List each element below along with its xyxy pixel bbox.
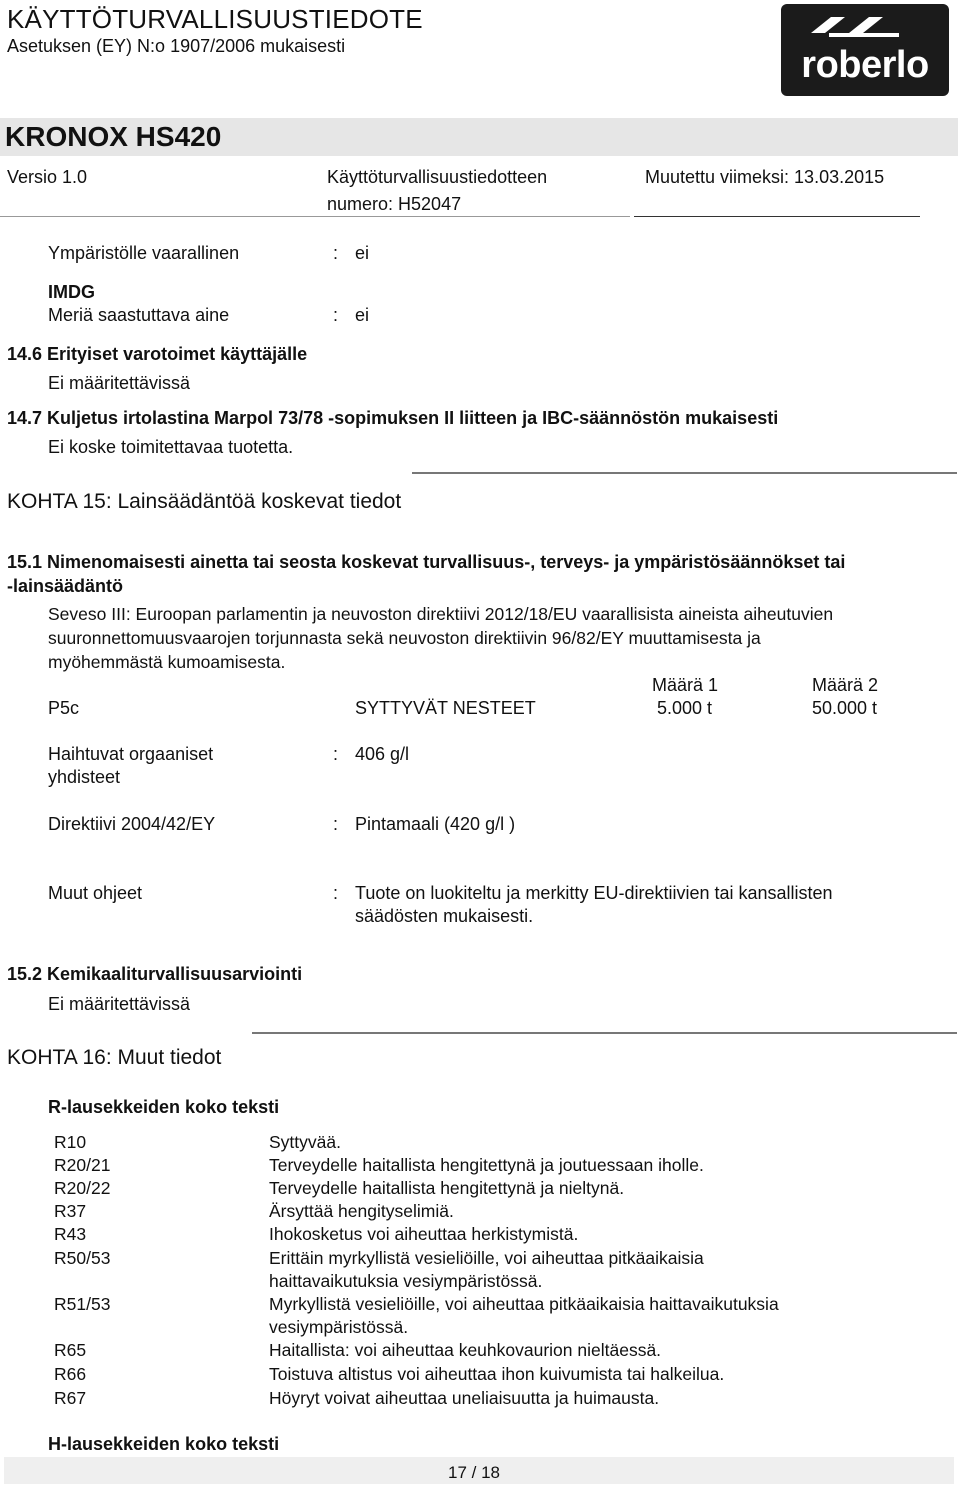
document-subtitle: Asetuksen (EY) N:o 1907/2006 mukaisesti	[7, 36, 346, 56]
marine-pollutant-label: Meriä saastuttava aine	[48, 305, 230, 325]
r-phrase-text: Ihokosketus voi aiheuttaa herkistymistä.	[269, 1224, 579, 1244]
product-name: KRONOX HS420	[5, 121, 222, 152]
r-phrase-text: Syttyvää.	[269, 1132, 341, 1152]
r-phrase-text: Erittäin myrkyllistä vesieliöille, voi aiheuttaa pitkäaikaisia	[269, 1248, 704, 1268]
r-phrase-code: R50/53	[54, 1248, 111, 1268]
r-phrase-code: R66	[54, 1364, 87, 1384]
seveso-category-name: SYTTYVÄT NESTEET	[355, 698, 536, 718]
r-phrase-text: Ärsyttää hengityselimiä.	[269, 1201, 454, 1221]
quantity-2-header: Määrä 2	[812, 675, 879, 695]
subsection-15-2-title: 15.2 Kemikaaliturvallisuusarviointi	[7, 964, 303, 984]
voc-label-line2: yhdisteet	[48, 767, 121, 787]
r-phrase-code: R43	[54, 1224, 87, 1244]
subsection-15-1-title-line1: 15.1 Nimenomaisesti ainetta tai seosta koskevat turvallisuus-, terveys- ja ympäristösäännökset tai	[7, 552, 846, 572]
r-phrase-text: Haitallista: voi aiheuttaa keuhkovaurion nieltäessä.	[269, 1340, 662, 1360]
colon: :	[333, 883, 339, 903]
subsection-14-7-title: 14.7 Kuljetus irtolastina Marpol 73/78 -sopimuksen II liitteen ja IBC-säännöstön mukaisesti	[7, 408, 779, 428]
r-phrase-text-continued: vesiympäristössä.	[269, 1317, 409, 1337]
version-label: Versio 1.0	[7, 167, 88, 187]
r-phrases-heading: R-lausekkeiden koko teksti	[48, 1097, 280, 1117]
r-phrase-code: R37	[54, 1201, 87, 1221]
seveso-text-line2: suuronnettomuusvaarojen torjunnasta sekä neuvoston direktiivin 96/82/EY muuttamisesta ja	[48, 628, 761, 648]
r-phrase-code: R67	[54, 1388, 87, 1408]
r-phrase-code: R65	[54, 1340, 87, 1360]
colon: :	[333, 305, 339, 325]
colon: :	[333, 744, 339, 764]
section-16-title: KOHTA 16: Muut tiedot	[7, 1046, 222, 1069]
other-instructions-line1: Tuote on luokiteltu ja merkitty EU-direktiivien tai kansallisten	[355, 883, 833, 903]
r-phrase-code: R20/21	[54, 1155, 111, 1175]
r-phrase-code: R10	[54, 1132, 87, 1152]
seveso-quantity-2: 50.000 t	[812, 698, 878, 718]
directive-value: Pintamaali (420 g/l )	[355, 814, 516, 834]
subsection-14-7-text: Ei koske toimitettavaa tuotetta.	[48, 437, 294, 457]
voc-value: 406 g/l	[355, 744, 410, 764]
seveso-text-line1: Seveso III: Euroopan parlamentin ja neuvoston direktiivi 2012/18/EU vaarallisista aineista aiheutuvien	[48, 604, 834, 624]
r-phrase-text: Terveydelle haitallista hengitettynä ja nieltynä.	[269, 1178, 625, 1198]
marine-pollutant-value: ei	[355, 305, 370, 325]
subsection-14-6-title: 14.6 Erityiset varotoimet käyttäjälle	[7, 344, 308, 364]
sds-number: numero: H52047	[327, 194, 462, 214]
document-title: KÄYTTÖTURVALLISUUSTIEDOTE	[7, 4, 423, 34]
env-hazard-value: ei	[355, 243, 370, 263]
h-phrases-heading: H-lausekkeiden koko teksti	[48, 1434, 280, 1454]
directive-label: Direktiivi 2004/42/EY	[48, 814, 216, 834]
r-phrase-code: R51/53	[54, 1294, 111, 1314]
r-phrase-text: Terveydelle haitallista hengitettynä ja joutuessaan iholle.	[269, 1155, 704, 1175]
r-phrase-text: Myrkyllistä vesieliöille, voi aiheuttaa pitkäaikaisia haittavaikutuksia	[269, 1294, 779, 1314]
r-phrase-text: Höyryt voivat aiheuttaa uneliaisuutta ja huimausta.	[269, 1388, 660, 1408]
seveso-quantity-1: 5.000 t	[657, 698, 713, 718]
colon: :	[333, 814, 339, 834]
subsection-15-2-text: Ei määritettävissä	[48, 994, 191, 1014]
page-number: 17 / 18	[448, 1463, 500, 1482]
imdg-heading: IMDG	[48, 282, 95, 302]
seveso-category-code: P5c	[48, 698, 80, 718]
subsection-15-1-title-line2: -lainsäädäntö	[7, 576, 124, 596]
env-hazard-label: Ympäristölle vaarallinen	[48, 243, 240, 263]
revision-date: Muutettu viimeksi: 13.03.2015	[645, 167, 885, 187]
other-instructions-label: Muut ohjeet	[48, 883, 143, 903]
seveso-text-line3: myöhemmästä kumoamisesta.	[48, 652, 286, 672]
r-phrase-text-continued: haittavaikutuksia vesiympäristössä.	[269, 1271, 543, 1291]
r-phrase-code: R20/22	[54, 1178, 111, 1198]
logo-wordmark: roberlo	[801, 44, 929, 86]
section-15-title: KOHTA 15: Lainsäädäntöä koskevat tiedot	[7, 490, 402, 513]
voc-label-line1: Haihtuvat orgaaniset	[48, 744, 214, 764]
subsection-14-6-text: Ei määritettävissä	[48, 373, 191, 393]
r-phrase-text: Toistuva altistus voi aiheuttaa ihon kuivumista tai halkeilua.	[269, 1364, 725, 1384]
other-instructions-line2: säädösten mukaisesti.	[355, 906, 534, 926]
sds-number-label: Käyttöturvallisuustiedotteen	[327, 167, 548, 187]
colon: :	[333, 243, 339, 263]
quantity-1-header: Määrä 1	[652, 675, 719, 695]
